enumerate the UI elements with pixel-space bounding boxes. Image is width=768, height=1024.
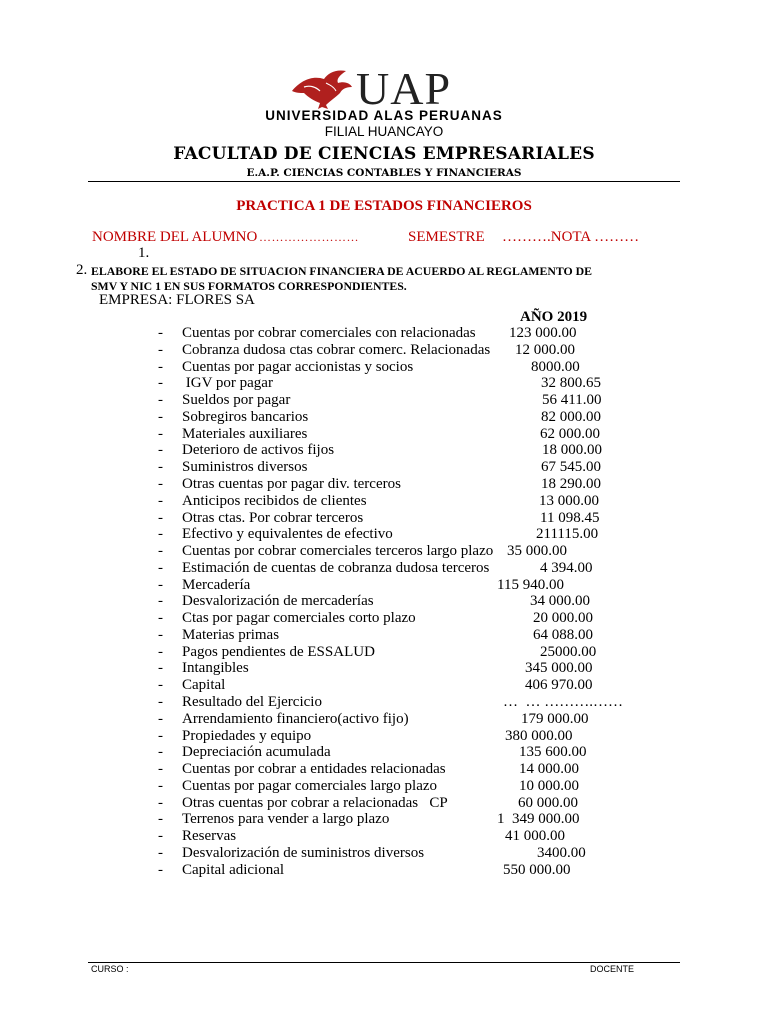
account-label: Deterioro de activos fijos (182, 442, 335, 459)
bullet-dash: - (158, 459, 163, 476)
bullet-dash: - (158, 559, 163, 576)
account-label: Efectivo y equivalentes de efectivo (182, 526, 393, 543)
bullet-dash: - (158, 677, 163, 694)
bullet-dash: - (158, 392, 163, 409)
account-label: Cuentas por pagar comerciales largo plazo (182, 777, 438, 794)
bullet-dash: - (158, 693, 163, 710)
bullet-dash: - (158, 828, 163, 845)
account-value: 20 000.00 (533, 610, 593, 627)
account-label: Intangibles (182, 660, 249, 677)
item-number-2: 2. (76, 262, 88, 278)
account-value: 82 000.00 (541, 408, 601, 425)
company-name: EMPRESA: FLORES SA (99, 292, 255, 308)
account-label: Resultado del Ejercicio (182, 693, 322, 710)
account-value: 60 000.00 (518, 794, 578, 811)
account-label: Materias primas (182, 626, 280, 643)
account-value: 62 000.00 (540, 425, 600, 442)
bullet-dash: - (158, 358, 163, 375)
bullet-dash: - (158, 861, 163, 878)
bullet-dash: - (158, 744, 163, 761)
logo-text: UAP (356, 63, 452, 114)
account-value: 34 000.00 (530, 593, 590, 610)
account-value: 4 394.00 (540, 559, 593, 576)
bullet-dash: - (158, 610, 163, 627)
account-value: 345 000.00 (525, 660, 593, 677)
account-label: Otras ctas. Por cobrar terceros (182, 509, 364, 526)
account-value: … … ……….…… (503, 693, 623, 710)
item-number-1: 1. (138, 245, 150, 261)
account-label: Terrenos para vender a largo plazo (182, 811, 390, 828)
bullet-dash: - (158, 475, 163, 492)
account-label: Cuentas por pagar accionistas y socios (182, 358, 414, 375)
bullet-dash: - (158, 777, 163, 794)
account-label: Cuentas por cobrar comerciales con relacionadas (182, 325, 476, 341)
bullet-dash: - (158, 325, 163, 341)
practice-title: PRACTICA 1 DE ESTADOS FINANCIEROS (236, 198, 532, 214)
account-label: Sueldos por pagar (182, 392, 291, 409)
filial-name: FILIAL HUANCAYO (324, 124, 444, 139)
account-label: Materiales auxiliares (182, 425, 308, 442)
account-value: 123 000.00 (509, 325, 577, 341)
account-value: 18 290.00 (541, 475, 601, 492)
account-value: 25000.00 (540, 643, 597, 660)
bullet-dash: - (158, 844, 163, 861)
bullet-dash: - (158, 727, 163, 744)
instruction-line-1: ELABORE EL ESTADO DE SITUACION FINANCIERA DE ACUERDO AL REGLAMENTO DE (91, 264, 593, 278)
account-label: Cobranza dudosa ctas cobrar comerc. Relacionadas (182, 341, 491, 358)
account-value: 35 000.00 (507, 543, 567, 559)
bullet-dash: - (158, 442, 163, 459)
bullet-dash: - (158, 710, 163, 727)
account-value: 406 970.00 (525, 677, 593, 694)
bullet-dash: - (158, 425, 163, 442)
account-value: 179 000.00 (521, 710, 589, 727)
account-label: Arrendamiento financiero(activo fijo) (182, 710, 409, 727)
account-label: Otras cuentas por pagar div. terceros (182, 475, 401, 492)
bullet-dash: - (158, 509, 163, 526)
account-value: 12 000.00 (515, 341, 575, 358)
account-value: 211115.00 (536, 526, 599, 543)
account-label: Reservas (182, 828, 237, 845)
account-label: Sobregiros bancarios (182, 408, 309, 425)
account-value: 3400.00 (537, 844, 586, 861)
account-label: Ctas por pagar comerciales corto plazo (182, 610, 416, 627)
account-label: Mercadería (182, 576, 251, 593)
course-label: CURSO : (91, 964, 129, 974)
bullet-dash: - (158, 593, 163, 610)
account-value: 135 600.00 (519, 744, 587, 761)
bullet-dash: - (158, 660, 163, 677)
account-value: 550 000.00 (503, 861, 571, 878)
bullet-dash: - (158, 811, 163, 828)
account-value: 11 098.45 (540, 509, 600, 526)
bullet-dash: - (158, 794, 163, 811)
account-label: Cuentas por cobrar a entidades relacionadas (182, 761, 446, 777)
account-label: Estimación de cuentas de cobranza dudosa terceros (182, 559, 490, 576)
account-label: Depreciación acumulada (182, 744, 331, 761)
account-label: Suministros diversos (182, 459, 308, 476)
account-value: 1 349 000.00 (497, 811, 580, 828)
account-value: 67 545.00 (541, 459, 601, 476)
account-label: Desvalorización de mercaderías (182, 593, 374, 610)
account-value: 18 000.00 (542, 442, 602, 459)
account-value: 41 000.00 (505, 828, 565, 845)
teacher-label: DOCENTE (590, 964, 635, 974)
university-name: UNIVERSIDAD ALAS PERUANAS (265, 108, 503, 123)
faculty-name: FACULTAD DE CIENCIAS EMPRESARIALES (173, 144, 595, 164)
bullet-dash: - (158, 576, 163, 593)
bullet-dash: - (158, 375, 163, 392)
account-label: Desvalorización de suministros diversos (182, 844, 425, 861)
account-value: 64 088.00 (533, 626, 593, 643)
instructions (91, 264, 592, 294)
header-divider (88, 181, 680, 182)
semester-label: SEMESTRE (408, 229, 485, 245)
account-value: 380 000.00 (505, 727, 573, 744)
account-value: 56 411.00 (542, 392, 602, 409)
bullet-dash: - (158, 341, 163, 358)
condor-icon (290, 67, 354, 111)
bullet-dash: - (158, 643, 163, 660)
bullet-dash: - (158, 543, 163, 559)
bullet-dash: - (158, 526, 163, 543)
student-name-blank[interactable]: …………………… (259, 230, 359, 244)
school-name: E.A.P. CIENCIAS CONTABLES Y FINANCIERAS (246, 167, 522, 179)
account-label: Pagos pendientes de ESSALUD (182, 643, 375, 660)
account-value: 14 000.00 (519, 761, 579, 777)
account-value: 10 000.00 (519, 777, 579, 794)
account-label: Propiedades y equipo (182, 727, 312, 744)
bullet-dash: - (158, 492, 163, 509)
instruction-line-2: SMV Y NIC 1 EN SUS FORMATOS CORRESPONDIENTES. (91, 279, 407, 293)
university-logo (290, 63, 452, 114)
account-label: Capital (182, 677, 226, 694)
grade-label: ……….NOTA ……… (502, 229, 640, 245)
account-value: 32 800.65 (541, 375, 601, 392)
bullet-dash: - (158, 626, 163, 643)
student-name-label: NOMBRE DEL ALUMNO (92, 229, 258, 245)
account-value: 13 000.00 (539, 492, 599, 509)
account-label: Cuentas por cobrar comerciales terceros largo plazo (182, 543, 494, 559)
bullet-dash: - (158, 408, 163, 425)
account-value: 115 940.00 (497, 576, 564, 593)
account-label: Capital adicional (182, 861, 285, 878)
account-label: IGV por pagar (182, 375, 273, 392)
year-header: AÑO 2019 (520, 309, 588, 325)
bullet-dash: - (158, 761, 163, 777)
account-label: Otras cuentas por cobrar a relacionadas CP (182, 794, 448, 811)
account-value: 8000.00 (531, 358, 580, 375)
footer-divider (88, 962, 680, 963)
account-label: Anticipos recibidos de clientes (182, 492, 367, 509)
